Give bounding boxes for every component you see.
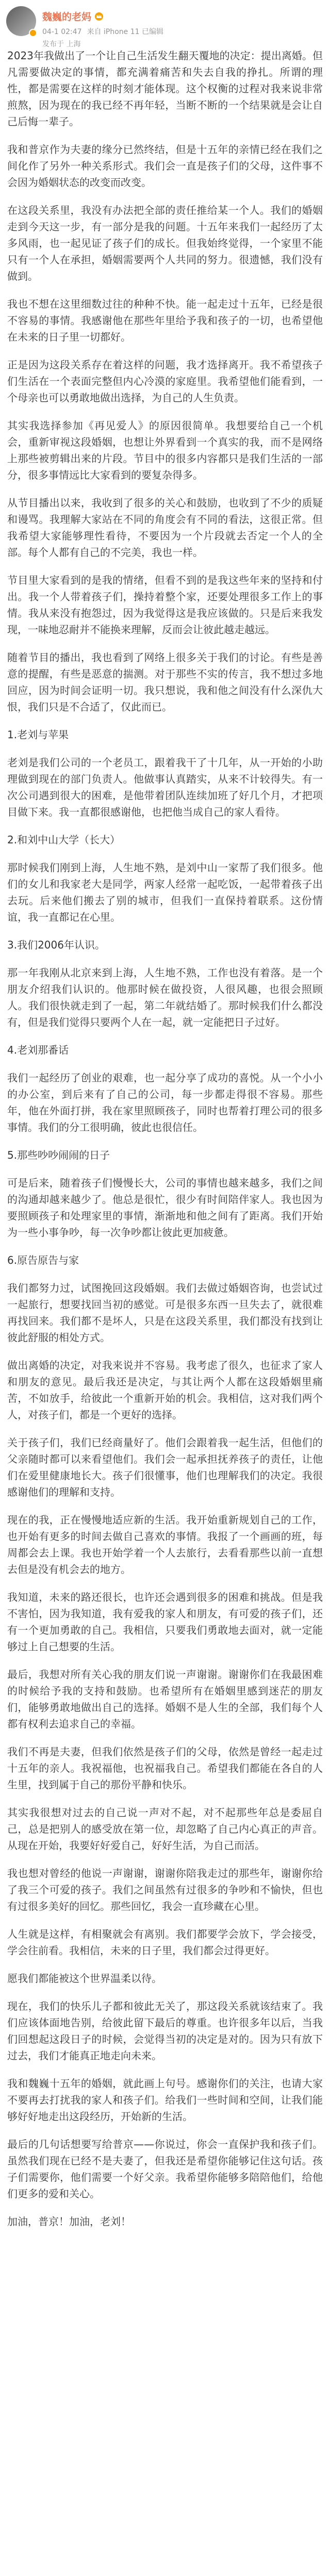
post-paragraph: 我们一起经历了创业的艰难，也一起分享了成功的喜悦。从一个小小的办公室，到后来有了自己的公司，每一步都走得很不容易。那些年，他在外面打拼，我在家里照顾孩子，同时也帮着打理公司的很多事情。我们的分工很明确，彼此也很信任。 [7,1072,323,1133]
post-paragraph: 我也不想在这里细数过往的种种不快。能一起走过十五年，已经是很不容易的事情。我感谢他在那些年里给予我和孩子的一切，也希望他在未来的日子里一切都好。 [7,298,323,343]
post-paragraph: 那时候我们刚到上海，人生地不熟，是刘中山一家帮了我们很多。他们的女儿和我家老大是同学，两家人经常一起吃饭，一起带着孩子出去玩。后来他们搬去了别的城市，但我们一直保持着联系。这份情谊，我一直都记在心里。 [7,861,323,923]
post-paragraph: 那一年我刚从北京来到上海，人生地不熟，工作也没有着落。是一个朋友介绍我们认识的。他那时候在做投资，人很风趣，也很会照顾人。我们很快就走到了一起，第二年就结婚了。那时候我们什么都没有，但是我们觉得只要两个人在一起，就一定能把日子过好。 [7,967,323,1028]
post-paragraph: 最后，我想对所有关心我的朋友们说一声谢谢。谢谢你们在我最困难的时候给予我的支持和鼓励。也希望所有在婚姻里感到迷茫的朋友们，能够勇敢地做出自己的选择。婚姻不是人生的全部，我们每个人都有权利去追求自己的幸福。 [7,1668,323,1730]
post-paragraph: 老刘是我们公司的一个老员工，跟着我干了十几年，从一开始的小助理做到现在的部门负责人。他做事认真踏实，从来不计较得失。有一次公司遇到很大的困难，是他带着团队连续加班了好几个月，才把项目做下来。我一直都很感谢他，也把他当成自己的家人看待。 [7,756,323,818]
post-paragraph: 现在，我们的快乐儿子都和彼此无关了，那这段关系就该结束了。我们应该体面地告别，给彼此留下最后的尊重。也许很多年以后，当我们回想起这段日子的时候，会觉得当初的决定是对的。因为只有放下过去，我们才能真正地走向未来。 [7,2000,323,2062]
post-paragraph: 我们都努力过，试图挽回这段婚姻。我们去做过婚姻咨询，也尝试过一起旅行，想要找回当初的感觉。可是很多东西一旦失去了，就很难再找回来。我们都不是坏人，只是在这段关系里，我们都没有找到让彼此舒服的相处方式。 [7,1282,323,1344]
post-paragraph: 现在的我，正在慢慢地适应新的生活。我开始重新规划自己的工作，也开始有更多的时间去做自己喜欢的事情。我报了一个画画的班，每周都会去上课。我也开始学着一个人去旅行，去看看那些以前一直想去但是没有机会去的地方。 [7,1514,323,1575]
post-paragraph: 关于孩子们，我们已经商量好了。他们会跟着我一起生活，但他们的父亲随时都可以来看望他们。我们会一起承担抚养孩子的责任，让他们在爱里健康地长大。孩子们很懂事，他们也理解我们的决定。我很感谢他们的理解和支持。 [7,1436,323,1498]
post-body [0,47,330,2230]
post-paragraph: 愿我们都能被这个世界温柔以待。 [7,1972,162,1985]
post-paragraph: 加油，普京！加油，老刘！ [7,2215,131,2228]
avatar[interactable] [6,6,36,36]
post-time: 04-1 02:47 [42,28,82,36]
vip-crown-icon [94,12,104,21]
post-paragraph: 我知道，未来的路还很长，也许还会遇到很多的困难和挑战。但是我不害怕，因为我知道，我有爱我的家人和朋友，有可爱的孩子们，还有一个更加勇敢的自己。我相信，只要我们勇敢地去面对，就一定能够过上自己想要的生活。 [7,1591,323,1653]
post-paragraph: 从节目播出以来，我收到了很多的关心和鼓励，也收到了不少的质疑和谩骂。我理解大家站在不同的角度会有不同的看法，这很正常。但我希望大家能够理性看待，不要因为一个片段就去否定一个人的全部。每个人都有自己的不完美，我也一样。 [7,497,323,558]
post-paragraph: 1.老刘与苹果 [7,728,69,741]
post-paragraph: 做出离婚的决定，对我来说并不容易。我考虑了很久，也征求了家人和朋友的意见。最后我还是决定，与其让两个人都在这段婚姻里痛苦，不如放手，给彼此一个重新开始的机会。我相信，这对我们两个人，对孩子们，都是一个更好的选择。 [7,1359,323,1421]
post-paragraph: 3.我们2006年认识。 [7,939,105,951]
post-paragraph: 其实我很想对过去的自己说一声对不起，对不起那些年总是委屈自己，总是把别人的感受放在第一位，却忽略了自己内心真正的声音。从现在开始，我要好好爱自己，好好生活，为自己而活。 [7,1806,323,1852]
post-paragraph: 我和魏巍十五年的婚姻，就此画上句号。感谢你们的关注，也请大家不要再去打扰我的家人和孩子们。给我们一些时间和空间，让我们能够好好地走出这段经历，开始新的生活。 [7,2077,323,2123]
post-paragraph: 可是后来，随着孩子们慢慢长大，公司的事情也越来越多，我们之间的沟通却越来越少了。他总是很忙，很少有时间陪伴家人。我也因为要照顾孩子和处理家里的事情，渐渐地和他之间有了距离。我们开始为一些小事争吵，每一次争吵都让彼此更加疲惫。 [7,1177,323,1239]
post-paragraph: 我也想对曾经的他说一声谢谢，谢谢你陪我走过的那些年，谢谢你给了我三个可爱的孩子。我们之间虽然有过很多的争吵和不愉快，但也有过很多美好的回忆。那些回忆，我会一直珍藏在心里。 [7,1867,323,1912]
post-time-row [42,26,169,37]
post-paragraph: 正是因为这段关系存在着这样的问题，我才选择离开。我不希望孩子们生活在一个表面完整但内心冷漠的家庭里。我希望他们能看到，一个母亲也可以勇敢地做出选择，为自己的人生负责。 [7,359,323,404]
author-meta [42,4,169,49]
author-name[interactable]: 魏巍的老妈 [42,11,92,23]
post-paragraph: 2.和刘中山大学（长大） [7,834,121,846]
post-meta: 来自 iPhone 11 已编辑 [87,28,163,36]
post-paragraph: 我和普京作为夫妻的缘分已然终结，但是十五年的亲情已经在我们之间化作了另外一种关系形式。我们会一直是孩子们的父母，这件事不会因为婚姻状态的改变而改变。 [7,143,323,189]
post-paragraph: 节目里大家看到的是我的情绪，但看不到的是我这些年来的坚持和付出。我一个人带着孩子们，操持着整个家，还要处理很多工作上的事情。我从来没有抱怨过，因为我觉得这是我应该做的。只是后来我发现，一味地忍耐并不能换来理解，反而会让彼此越走越远。 [7,574,323,636]
post-paragraph: 最后的几句话想要写给普京——你说过，你会一直保护我和孩子们。虽然我们现在已经不是夫妻了，但我还是希望你能够记住这句话。孩子们需要你，他们需要一个好父亲。我希望你能够多陪陪他们，给他们更多的爱和关心。 [7,2138,323,2200]
post-paragraph: 5.那些吵吵闹闹的日子 [7,1149,110,1161]
post-paragraph: 在这段关系里，我没有办法把全部的责任推给某一个人。我们的婚姻走到今天这一步，有一部分是我的问题。十五年来我们一起经历了太多风雨，也一起见证了孩子们的成长。但我始终觉得，一个家里不能只有一个人在承担，婚姻需要两个人共同的努力。很遗憾，我们没有做到。 [7,204,323,282]
post-paragraph: 2023年我做出了一个让自己生活发生翻天覆地的决定：提出离婚。但凡需要做决定的事情，都充满着痛苦和失去自我的挣扎。所谓的理性，都是需要在这样的时刻才能体现。这个权衡的过程对我来说非常煎熬，因为现在的我已经不再年轻，当断不断的一个结果就是会让自己后悔一辈子。 [7,49,323,128]
post-paragraph: 人生就是这样，有相聚就会有离别。我们都要学会放下，学会接受，学会往前看。我相信，未来的日子里，我们都会过得更好。 [7,1928,323,1957]
post-paragraph: 4.老刘那番话 [7,1044,69,1056]
verified-badge-icon [29,29,37,37]
post-location: 发布于 上海 [42,40,81,48]
post-paragraph: 6.原告原告与家 [7,1254,79,1266]
post-paragraph: 随着节目的播出，我也看到了网络上很多关于我们的讨论。有些是善意的提醒，有些是恶意的揣测。对于那些不实的传言，我不想过多地回应，因为时间会证明一切。我只想说，我和他之间没有什么深仇大恨，我们只是不合适了，仅此而已。 [7,651,323,713]
post-paragraph: 我们不再是夫妻，但我们依然是孩子们的父母，依然是曾经一起走过十五年的亲人。我祝福他，也祝福我自己。希望我们都能在各自的人生里，找到属于自己的那份平静和快乐。 [7,1745,323,1791]
post-header [0,0,330,47]
post-paragraph: 其实我选择参加《再见爱人》的原因很简单。我想要给自己一个机会，重新审视这段婚姻，也想让外界看到一个真实的我，而不是网络上那些被剪辑出来的片段。节目中的很多内容都只是我们生活的一部分，很多事情远比大家看到的要复杂得多。 [7,419,323,481]
